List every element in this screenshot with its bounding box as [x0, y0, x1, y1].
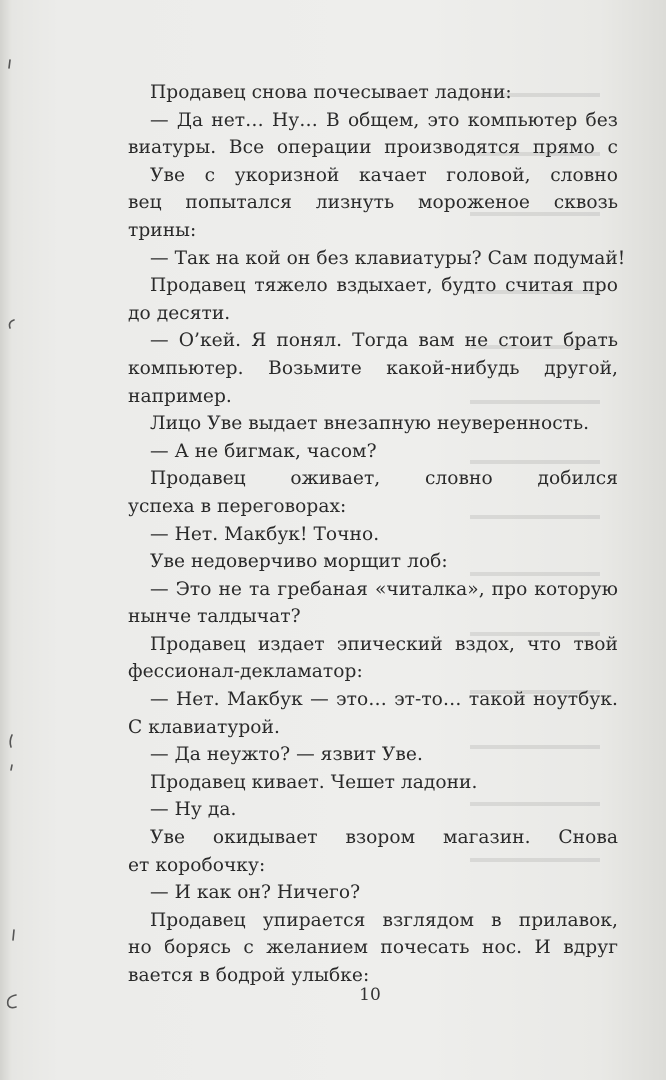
text-line: Уве с укоризной качает головой, словно	[150, 164, 618, 186]
text-line: Уве окидывает взором магазин. Снова	[150, 827, 618, 849]
text-line: нынче талдычат?	[128, 606, 301, 628]
text-line: успеха в переговорах:	[128, 495, 347, 517]
text-line: — Ну да.	[150, 799, 237, 821]
text-line: до десяти.	[128, 302, 231, 324]
text-line: Лицо Уве выдает внезапную неуверенность.	[150, 413, 590, 435]
text-line: Продавец тяжело вздыхает, будто считая про	[150, 275, 618, 297]
text-line: — Это не та гребаная «читалка», про которую	[150, 578, 618, 600]
text-line: — А не бигмак, часом?	[150, 440, 377, 462]
text-line: но борясь с желанием почесать нос. И вдруг	[128, 937, 618, 959]
page-number: 10	[359, 985, 381, 1005]
text-line: Продавец кивает. Чешет ладони.	[150, 771, 478, 793]
text-line: — Да неужто? — язвит Уве.	[150, 744, 423, 766]
text-line: виатуры. Все операции производятся прямо с	[128, 137, 618, 159]
text-line: вец попытался лизнуть мороженое сквозь	[128, 192, 618, 214]
text-line: — Так на кой он без клавиатуры? Сам подумай!	[150, 247, 626, 269]
text-line: ет коробочку:	[128, 854, 266, 876]
text-line: Продавец упирается взглядом в прилавок,	[150, 909, 618, 931]
text-line: вается в бодрой улыбке:	[128, 965, 370, 986]
text-line: — Нет. Макбук — это… эт-то… такой ноутбук.	[150, 689, 618, 711]
text-line: компьютер. Возьмите какой-нибудь другой,	[128, 357, 618, 379]
text-line: — О’кей. Я понял. Тогда вам не стоит брать	[150, 330, 618, 352]
text-line: Продавец снова почесывает ладони:	[150, 82, 512, 103]
text-line: фессионал-декламатор:	[128, 661, 363, 683]
text-line: С клавиатурой.	[128, 716, 280, 738]
body-text	[128, 79, 626, 990]
text-line: Продавец оживает, словно добился	[150, 468, 618, 490]
text-line: Продавец издает эпический вздох, что твой	[150, 633, 618, 655]
margin-specks	[0, 0, 30, 1080]
text-line: — Да нет… Ну… В общем, это компьютер без	[150, 109, 618, 131]
text-line: — И как он? Ничего?	[150, 882, 361, 904]
text-line: например.	[128, 385, 232, 407]
text-line: Уве недоверчиво морщит лоб:	[150, 551, 448, 573]
text-line: — Нет. Макбук! Точно.	[150, 523, 380, 545]
text-line: трины:	[128, 219, 197, 241]
